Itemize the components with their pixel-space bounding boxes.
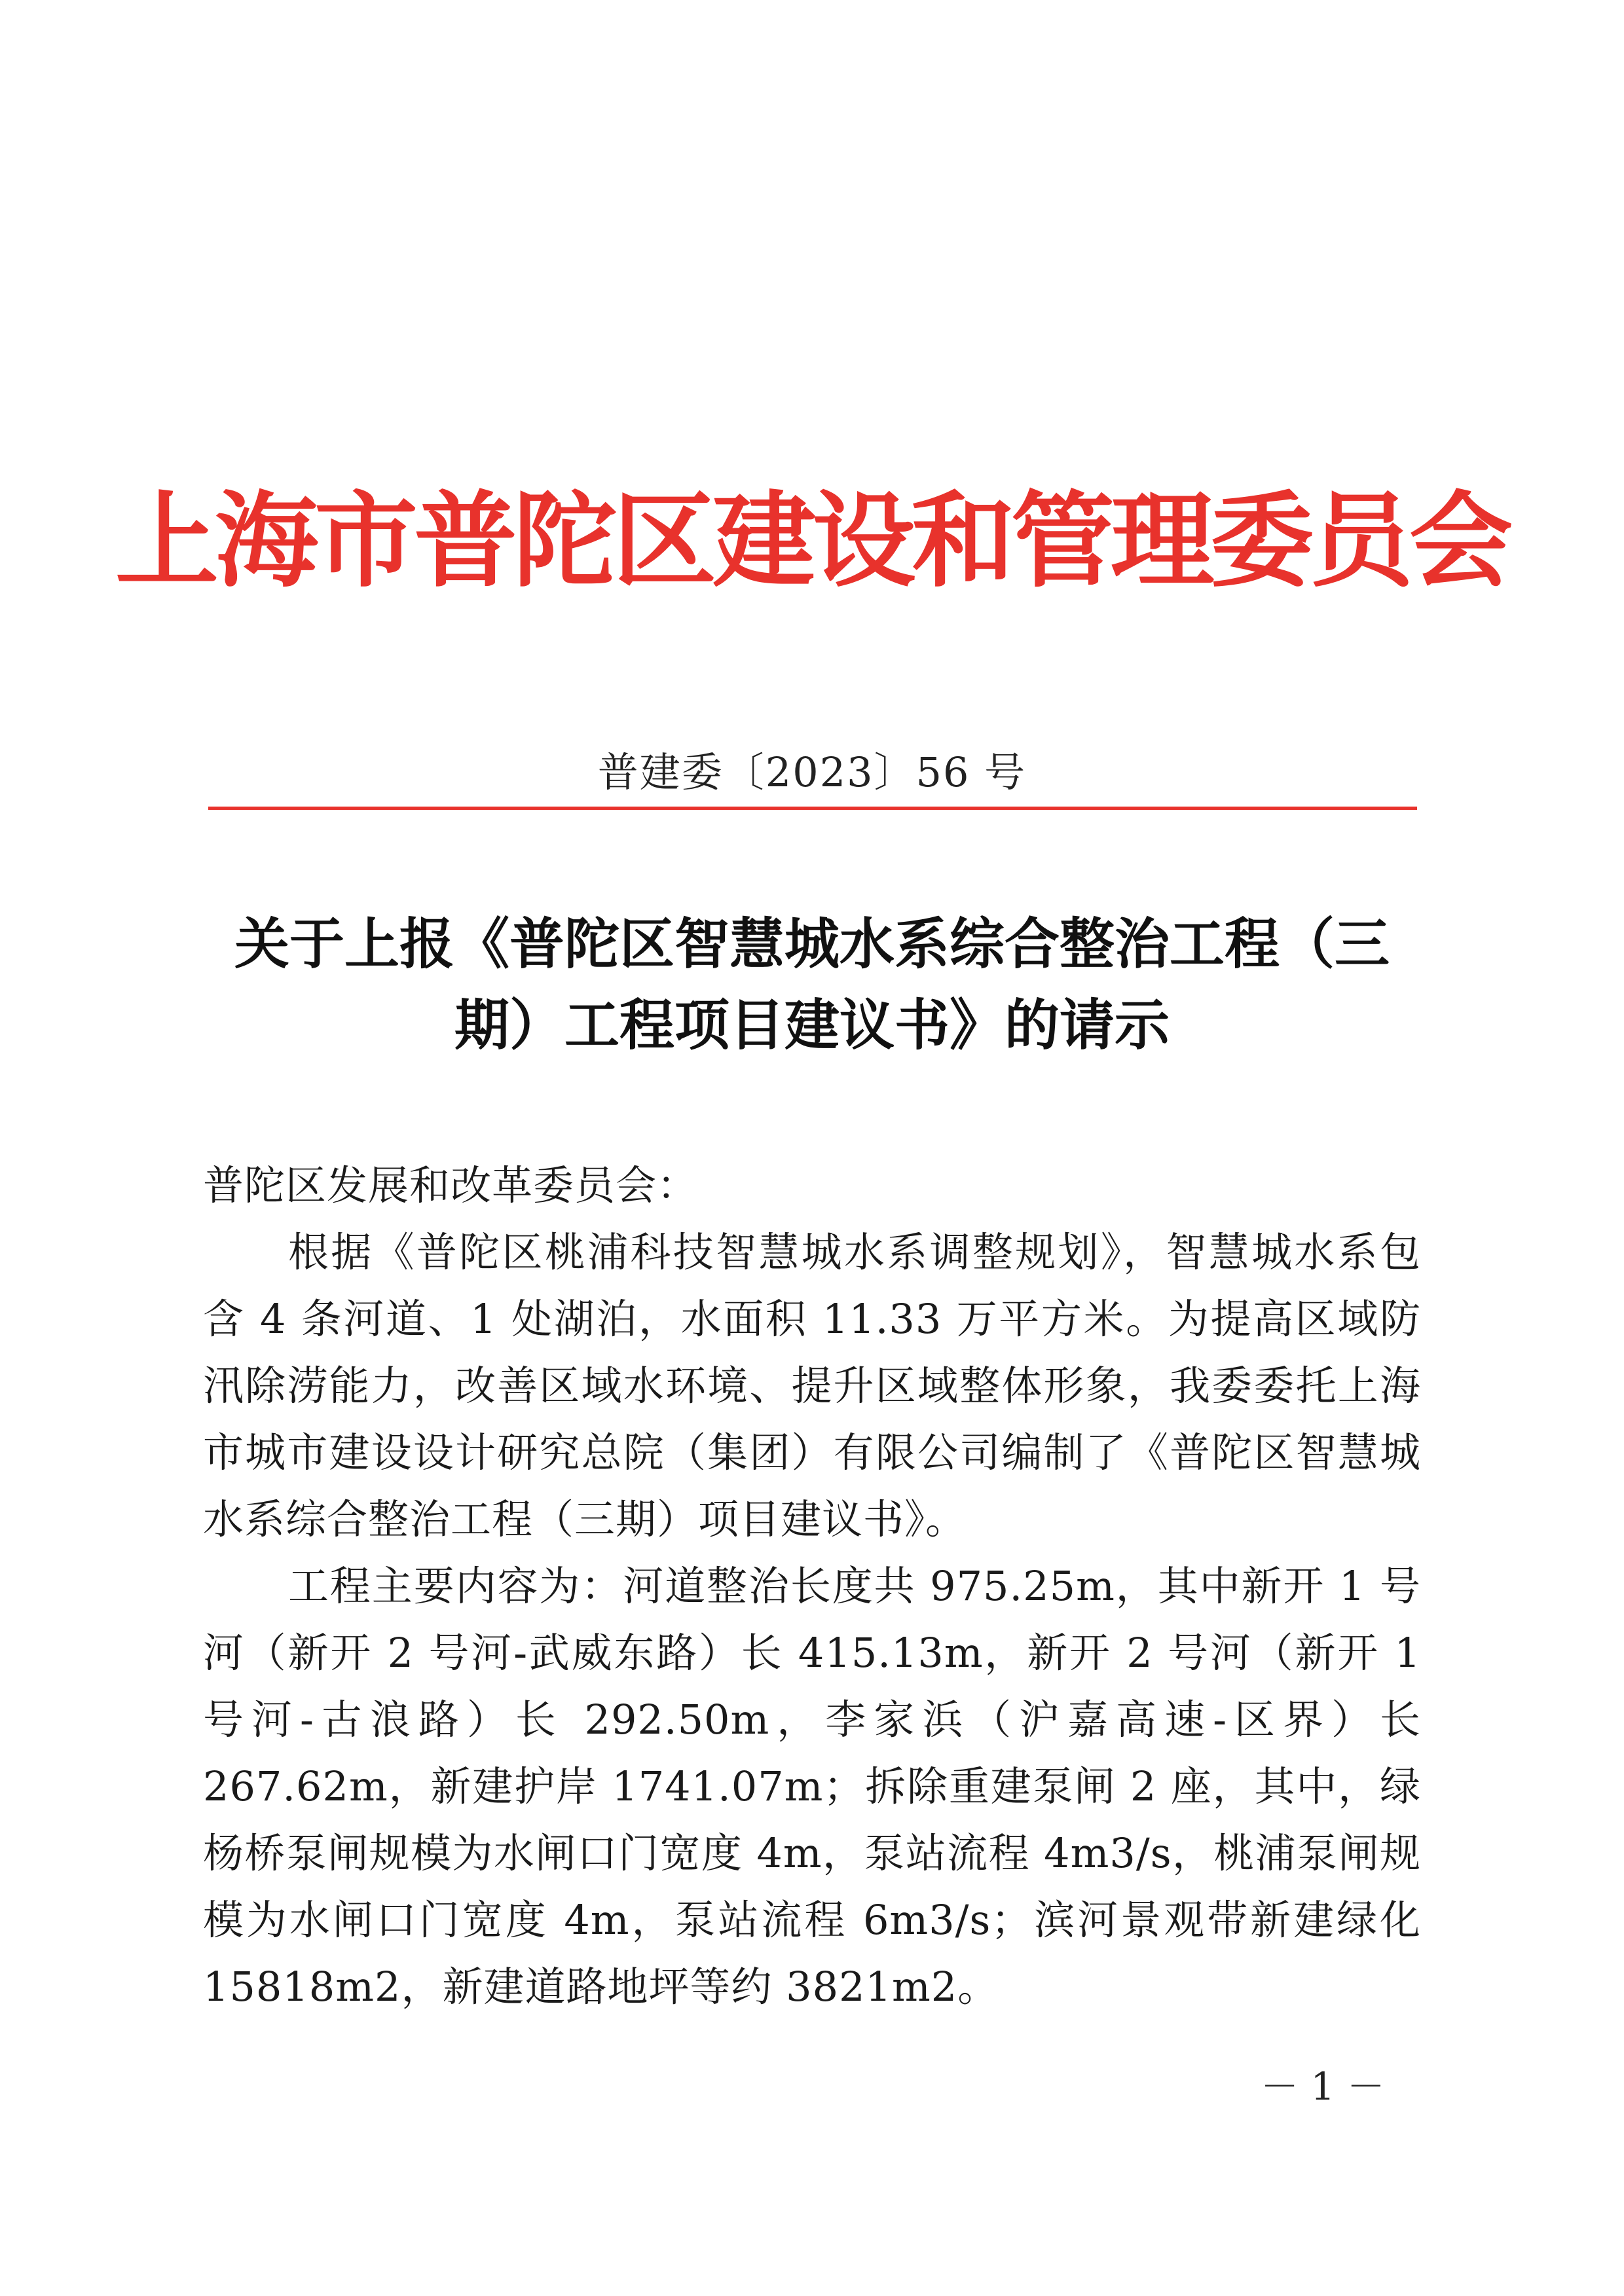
- page-number: － 1 －: [1261, 2064, 1385, 2109]
- document-body: [203, 1152, 1421, 2020]
- title-line-2: 期）工程项目建议书》的请示: [454, 993, 1170, 1057]
- salutation: 普陀区发展和改革委员会：: [203, 1161, 699, 1209]
- document-number: 普建委〔2023〕56 号: [597, 748, 1027, 796]
- issuing-organization-header: 上海市普陀区建设和管理委员会: [115, 481, 1509, 602]
- title-line-1: 关于上报《普陀区智慧城水系综合整治工程（三: [234, 912, 1390, 976]
- body-paragraph-2: 工程主要内容为：河道整治长度共 975.25m，其中新开 1 号河（新开 2 号河-武威东路）长 415.13m，新开 2 号河（新开 1 号河-古浪路）长 292.50m，李家浜（沪嘉高速-区界）长 267.62m，新建护岸 1741.07m；拆除重建泵闸 2 座，其中，绿杨桥泵闸规模为水闸口门宽度 4m，泵站流程 4m3/s，桃浦泵闸规模为水闸口门宽度 4m，泵站流程 6m3/s；滨河景观带新建绿化 15818m2，新建道路地坪等约 3821m2。: [203, 1562, 1421, 2011]
- body-paragraph-1: 根据《普陀区桃浦科技智慧城水系调整规划》，智慧城水系包含 4 条河道、1 处湖泊，水面积 11.33 万平方米。为提高区域防汛除涝能力，改善区域水环境、提升区域整体形象，我委委托上海市城市建设设计研究总院（集团）有限公司编制了《普陀区智慧城水系综合整治工程（三期）项目建议书》。: [203, 1228, 1421, 1543]
- red-divider-line: [208, 807, 1417, 810]
- document-title: [196, 903, 1428, 1066]
